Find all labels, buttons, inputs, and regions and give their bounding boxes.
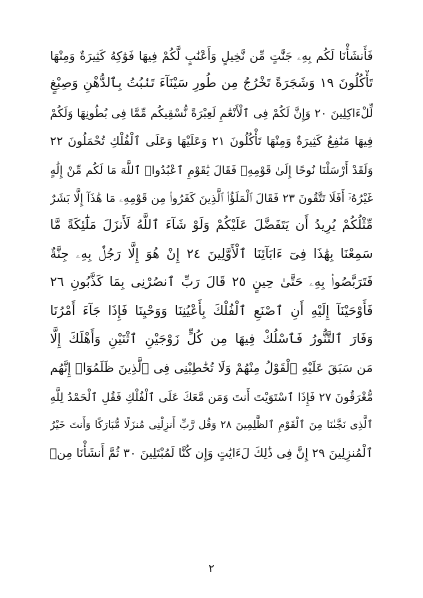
page-number: ٢ <box>208 562 215 575</box>
text-line: ٱلْمُنزِلِينَ ٢٩ إِنَّ فِى ذَٰلِكَ لَءَايَٰتٍ وَإِن كُنَّا لَمُبْتَلِينَ ٣٠ ثُمَّ أَنشَأْنَا مِنۢ <box>50 446 373 461</box>
text-line: فَتَرَبَّصُوا۟ بِهِۦ حَتَّىٰ حِينٍ ٢٥ قَالَ رَبِّ ٱنصُرْنِى بِمَا كَذَّبُونِ ٢٦ <box>50 275 373 291</box>
text-line: مِّثْلُكُمْ يُرِيدُ أَن يَتَفَضَّلَ عَلَيْكُمْ وَلَوْ شَآءَ ٱللَّهُ لَأَنزَلَ مَلَٰٓئِكَةً مَّا <box>50 218 373 234</box>
text-line: غَيْرُهُۥٓ أَفَلَا تَتَّقُونَ ٢٣ فَقَالَ ٱلْمَلَؤُا۟ ٱلَّذِينَ كَفَرُوا۟ مِن قَوْمِهِۦ مَا هَٰذَآ إِلَّا بَشَرٌ <box>50 190 373 205</box>
text-line: ٱلَّذِى نَجَّىٰنَا مِنَ ٱلْقَوْمِ ٱلظَّٰلِمِينَ ٢٨ وَقُل رَّبِّ أَنزِلْنِى مُنزَلًا مُّبَارَكًا وَأَنتَ خَيْرُ <box>50 419 373 432</box>
text-line: مُّغْرَقُونَ ٢٧ فَإِذَا ٱسْتَوَيْتَ أَنتَ وَمَن مَّعَكَ عَلَى ٱلْفُلْكِ فَقُلِ ٱلْحَمْدُ لِلَّهِ <box>50 389 373 404</box>
text-line: فَأَنشَأْنَا لَكُم بِهِۦ جَنَّٰتٍ مِّن نَّخِيلٍ وَأَعْنَٰبٍ لَّكُمْ فِيهَا فَوَٰكِهُ كَثِيرَةٌ وَمِنْهَا <box>50 49 373 63</box>
verse-text-block <box>50 42 373 468</box>
text-line: وَفَارَ ٱلتَّنُّورُ فَٱسْلُكْ فِيهَا مِن كُلٍّ زَوْجَيْنِ ٱثْنَيْنِ وَأَهْلَكَ إِلَّا <box>50 331 373 347</box>
text-line: سَمِعْنَا بِهَٰذَا فِىٓ ءَابَآئِنَا ٱلْأَوَّلِينَ ٢٤ إِنْ هُوَ إِلَّا رَجُلٌۢ بِهِۦ جِنَّةٌ <box>50 246 373 262</box>
text-line: تَأْكُلُونَ ١٩ وَشَجَرَةً تَخْرُجُ مِن طُورِ سَيْنَآءَ تَنۢبُتُ بِٱلدُّهْنِ وَصِبْغٍ <box>50 76 373 92</box>
text-line: فَأَوْحَيْنَآ إِلَيْهِ أَنِ ٱصْنَعِ ٱلْفُلْكَ بِأَعْيُنِنَا وَوَحْيِنَا فَإِذَا جَآءَ أَمْرُنَا <box>50 303 373 319</box>
text-line: لِّلْءَاكِلِينَ ٢٠ وَإِنَّ لَكُمْ فِى ٱلْأَنْعَٰمِ لَعِبْرَةً نُّسْقِيكُم مِّمَّا فِى بُطُونِهَا وَلَكُمْ <box>50 105 373 120</box>
text-line: مَن سَبَقَ عَلَيْهِ ٱلْقَوْلُ مِنْهُمْ وَلَا تُخَٰطِبْنِى فِى ٱلَّذِينَ ظَلَمُوٓا۟ إِنَّهُم <box>50 360 373 376</box>
text-line: وَلَقَدْ أَرْسَلْنَا نُوحًا إِلَىٰ قَوْمِهِۦ فَقَالَ يَٰقَوْمِ ٱعْبُدُوا۟ ٱللَّهَ مَا لَكُم مِّنْ إِلَٰهٍ <box>50 162 373 177</box>
text-line: فِيهَا مَنَٰفِعُ كَثِيرَةٌ وَمِنْهَا تَأْكُلُونَ ٢١ وَعَلَيْهَا وَعَلَى ٱلْفُلْكِ تُحْمَلُونَ ٢٢ <box>50 134 373 149</box>
